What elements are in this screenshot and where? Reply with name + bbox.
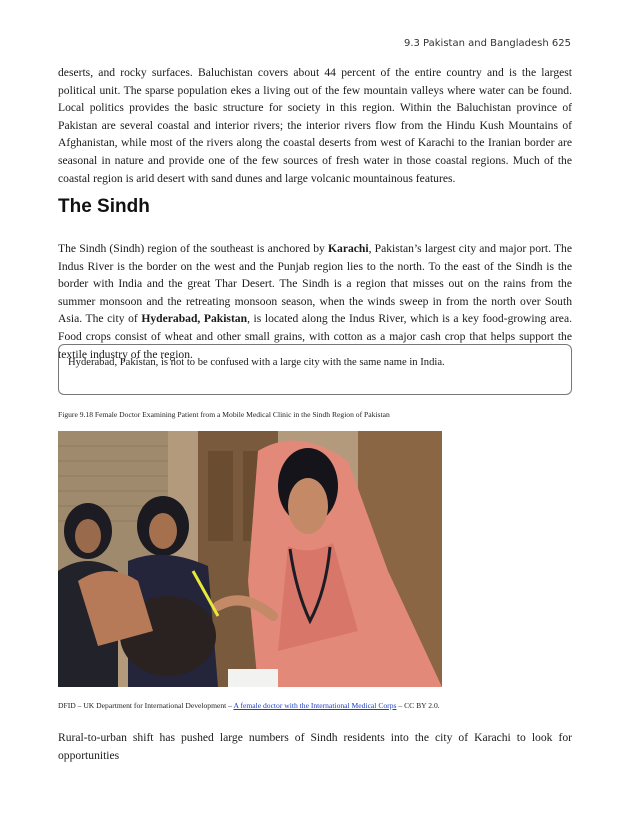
doctor-face <box>288 478 328 534</box>
section-heading: The Sindh <box>58 196 150 217</box>
woman-left-face <box>75 519 101 553</box>
karachi-term: Karachi <box>328 242 369 255</box>
credit-suffix: – CC BY 2.0. <box>396 701 440 710</box>
note-text: Hyderabad, Pakistan, is not to be confused with a large city with the same name in India. <box>68 357 445 368</box>
intro-paragraph: deserts, and rocky surfaces. Baluchistan covers about 44 percent of the entire country and is the largest political unit. The sparse population ekes a living out of the few mountain valleys where water can be found. Local politics provides the basic structure for society in this region. Within the Baluchistan province of Pakistan are several coastal and interior rivers; the interior rivers flow from the Hindu Kush Mountains of Afghanistan, while most of the rivers along the coastal deserts from west of Karachi to the Iranian border are seasonal in nature and provide one of the few sources of fresh water in those coastal regions. Much of the coastal region is arid desert with sand dunes and large volcanic mountainous features. <box>58 66 572 185</box>
figure-photo <box>58 431 442 687</box>
hyderabad-term: Hyderabad, Pakistan <box>141 312 248 326</box>
paragraph-text: , is located along the Indus River, which is a key food-growing area. Food crops consist of wheat and other small grains, with cotton as a major cash crop that helps support the textile industry of the region. <box>58 312 572 361</box>
figure-credit <box>58 701 440 710</box>
paragraph-text: , Pakistan’s largest city and major port. The Indus River is the border on the west and the Punjab region lies to the north. To the east of the Sindh is the border with India and the great Thar Desert. The Sindh is a region that misses out on the rains from the summer monsoon and the retreating monsoon season, when the winds sweep in from the north over South Asia. The city of <box>58 242 572 326</box>
running-head: 9.3 Pakistan and Bangladesh 625 <box>403 38 571 49</box>
figure-caption: Figure 9.18 Female Doctor Examining Patient from a Mobile Medical Clinic in the Sindh Region of Pakistan <box>58 410 390 419</box>
closing-paragraph: Rural-to-urban shift has pushed large numbers of Sindh residents into the city of Karachi to look for opportunities <box>58 731 572 762</box>
door-panel <box>208 451 233 541</box>
paper <box>228 669 278 687</box>
note-box <box>58 344 572 395</box>
credit-prefix: DFID – UK Department for International Development – <box>58 701 234 710</box>
credit-link[interactable]: A female doctor with the International Medical Corps <box>233 701 397 710</box>
paragraph-text: The Sindh (Sindh) region of the southeast is anchored by <box>58 242 329 255</box>
woman-center-face <box>149 513 177 549</box>
